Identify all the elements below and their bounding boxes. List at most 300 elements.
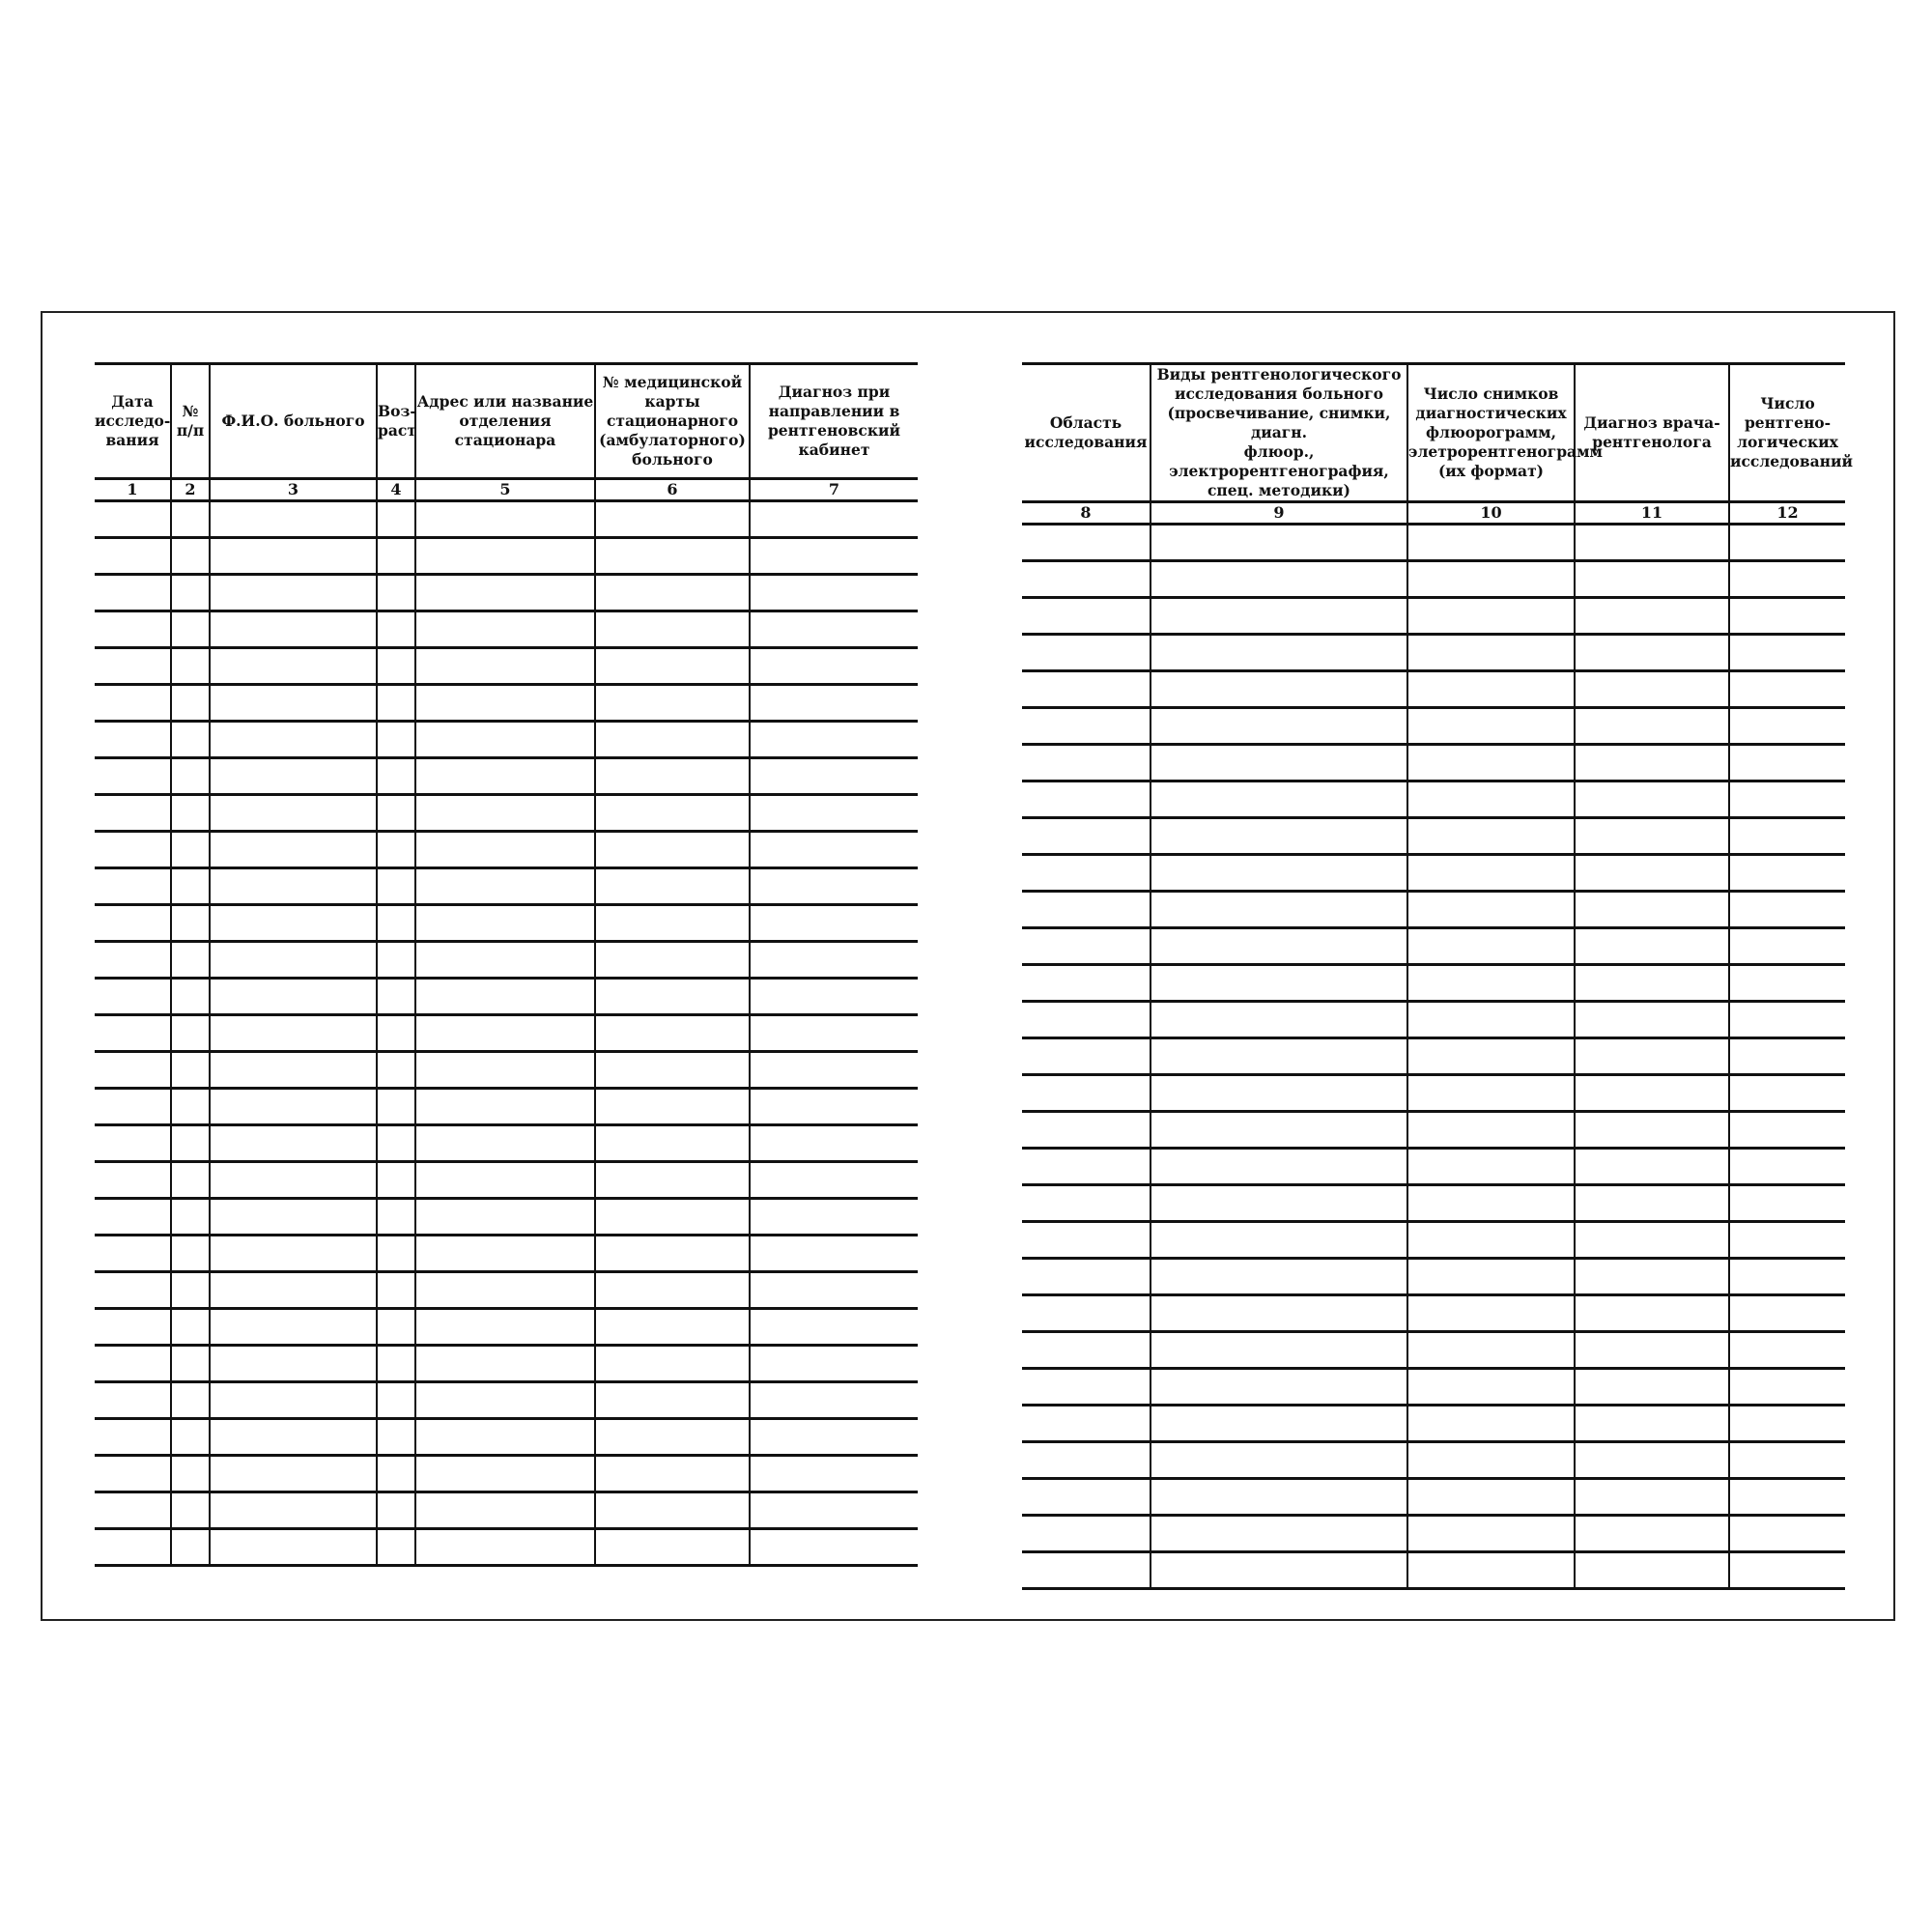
table-cell (595, 1346, 750, 1382)
table-cell (595, 1089, 750, 1125)
table-cell (1151, 635, 1407, 671)
table-cell (95, 1492, 171, 1529)
table-cell (1022, 1295, 1151, 1332)
table-cell (750, 905, 918, 942)
table-cell (415, 758, 595, 795)
table-row (1022, 1406, 1845, 1442)
table-cell (1407, 708, 1575, 745)
table-cell (1022, 781, 1151, 818)
table-cell (95, 1529, 171, 1566)
table-cell (1575, 1442, 1729, 1479)
table-cell (377, 795, 415, 832)
table-cell (595, 832, 750, 868)
table-cell (95, 1419, 171, 1456)
table-cell (171, 1529, 210, 1566)
table-cell (210, 648, 377, 685)
column-number: 2 (171, 479, 210, 501)
table-cell (415, 942, 595, 979)
column-number: 10 (1407, 502, 1575, 525)
table-cell (377, 685, 415, 722)
table-cell (595, 685, 750, 722)
table-cell (95, 1052, 171, 1089)
table-cell (1575, 1406, 1729, 1442)
table-cell (1575, 745, 1729, 781)
table-row (95, 942, 918, 979)
table-cell (1729, 1075, 1845, 1112)
table-cell (210, 1162, 377, 1199)
table-cell (171, 1015, 210, 1052)
table-cell (1407, 1552, 1575, 1589)
header-row (1022, 364, 1845, 502)
table-cell (1575, 928, 1729, 965)
table-cell (415, 1052, 595, 1089)
table-cell (595, 538, 750, 575)
table-row (95, 1272, 918, 1309)
table-cell (750, 1162, 918, 1199)
table-cell (377, 942, 415, 979)
table-cell (171, 611, 210, 648)
table-cell (595, 1162, 750, 1199)
table-cell (171, 1052, 210, 1089)
table-cell (95, 1236, 171, 1272)
table-cell (1729, 1185, 1845, 1222)
table-cell (1151, 708, 1407, 745)
table-row (95, 1346, 918, 1382)
table-cell (595, 575, 750, 611)
table-cell (1575, 1552, 1729, 1589)
table-cell (1407, 1369, 1575, 1406)
table-row (1022, 928, 1845, 965)
table-cell (210, 868, 377, 905)
table-cell (750, 1089, 918, 1125)
table-cell (1407, 1185, 1575, 1222)
table-cell (171, 648, 210, 685)
table-cell (377, 1382, 415, 1419)
column-number: 4 (377, 479, 415, 501)
table-cell (1407, 1222, 1575, 1259)
table-cell (415, 979, 595, 1015)
table-row (95, 648, 918, 685)
table-cell (1407, 1442, 1575, 1479)
table-cell (1022, 1552, 1151, 1589)
table-cell (750, 979, 918, 1015)
table-cell (1407, 1259, 1575, 1295)
table-cell (95, 1015, 171, 1052)
table-row (1022, 1185, 1845, 1222)
table-cell (1729, 928, 1845, 965)
table-cell (415, 538, 595, 575)
table-cell (210, 1419, 377, 1456)
table-cell (1729, 561, 1845, 598)
table-cell (595, 1419, 750, 1456)
table-cell (1575, 635, 1729, 671)
table-cell (377, 1309, 415, 1346)
table-row (95, 685, 918, 722)
table-cell (1407, 1149, 1575, 1185)
table-cell (1022, 1075, 1151, 1112)
table-row (1022, 708, 1845, 745)
table-cell (1575, 1259, 1729, 1295)
table-cell (171, 1162, 210, 1199)
table-cell (171, 1382, 210, 1419)
table-row (1022, 818, 1845, 855)
table-cell (1151, 1222, 1407, 1259)
table-cell (1575, 1038, 1729, 1075)
table-row (95, 1456, 918, 1492)
table-cell (1022, 1479, 1151, 1516)
table-cell (415, 722, 595, 758)
table-cell (1407, 561, 1575, 598)
table-cell (95, 942, 171, 979)
table-cell (750, 1199, 918, 1236)
table-cell (377, 538, 415, 575)
table-cell (210, 1309, 377, 1346)
col-header-patient-name: Ф.И.О. больного (210, 364, 377, 479)
table-row (95, 1382, 918, 1419)
table-cell (1407, 892, 1575, 928)
table-cell (1729, 1332, 1845, 1369)
table-cell (1729, 1516, 1845, 1552)
table-cell (1022, 855, 1151, 892)
table-cell (95, 1199, 171, 1236)
table-cell (210, 575, 377, 611)
table-cell (1151, 1369, 1407, 1406)
table-cell (750, 722, 918, 758)
table-row (1022, 635, 1845, 671)
table-cell (95, 1456, 171, 1492)
table-cell (750, 1309, 918, 1346)
table-cell (415, 1272, 595, 1309)
table-cell (1729, 1552, 1845, 1589)
table-cell (1575, 781, 1729, 818)
table-cell (1407, 1075, 1575, 1112)
table-cell (1575, 708, 1729, 745)
table-cell (1575, 1075, 1729, 1112)
table-cell (210, 905, 377, 942)
table-cell (171, 685, 210, 722)
table-row (95, 575, 918, 611)
table-cell (1729, 635, 1845, 671)
table-cell (415, 648, 595, 685)
table-cell (1407, 781, 1575, 818)
table-cell (595, 868, 750, 905)
table-cell (415, 1199, 595, 1236)
table-cell (377, 868, 415, 905)
table-cell (595, 722, 750, 758)
table-row (1022, 781, 1845, 818)
col-header-image-count: Число снимков диагностических флюорограмм, элетрорентгенограмм (их формат) (1407, 364, 1575, 502)
table-cell (1022, 1516, 1151, 1552)
table-cell (171, 795, 210, 832)
table-cell (750, 1346, 918, 1382)
table-cell (377, 648, 415, 685)
table-cell (1729, 1369, 1845, 1406)
table-cell (1729, 965, 1845, 1002)
table-cell (171, 868, 210, 905)
table-cell (95, 538, 171, 575)
table-cell (1729, 1149, 1845, 1185)
table-row (1022, 525, 1845, 561)
table-cell (1729, 1295, 1845, 1332)
table-cell (1575, 1332, 1729, 1369)
table-cell (1151, 892, 1407, 928)
table-cell (750, 795, 918, 832)
table-cell (1575, 1185, 1729, 1222)
table-cell (415, 868, 595, 905)
table-cell (171, 1419, 210, 1456)
table-cell (171, 575, 210, 611)
table-cell (171, 758, 210, 795)
table-cell (1575, 1479, 1729, 1516)
table-cell (210, 979, 377, 1015)
table-row (1022, 892, 1845, 928)
table-cell (95, 1125, 171, 1162)
table-cell (750, 648, 918, 685)
table-row (1022, 855, 1845, 892)
table-cell (1022, 598, 1151, 635)
table-cell (377, 722, 415, 758)
table-row (1022, 1295, 1845, 1332)
table-cell (171, 905, 210, 942)
table-cell (750, 942, 918, 979)
table-cell (95, 758, 171, 795)
table-cell (750, 1125, 918, 1162)
table-cell (377, 575, 415, 611)
table-cell (1729, 671, 1845, 708)
table-cell (1575, 818, 1729, 855)
table-cell (210, 1346, 377, 1382)
table-cell (1151, 1149, 1407, 1185)
col-header-address-or-ward: Адрес или название отделения стационара (415, 364, 595, 479)
table-cell (210, 1529, 377, 1566)
table-cell (750, 1529, 918, 1566)
table-cell (210, 685, 377, 722)
table-cell (377, 905, 415, 942)
table-cell (595, 905, 750, 942)
col-header-study-date: Дата исследо- вания (95, 364, 171, 479)
table-cell (1022, 1332, 1151, 1369)
table-cell (1407, 1406, 1575, 1442)
table-cell (1407, 1038, 1575, 1075)
table-cell (750, 611, 918, 648)
table-cell (750, 1456, 918, 1492)
col-header-age: Воз- раст (377, 364, 415, 479)
table-cell (377, 1529, 415, 1566)
column-number: 7 (750, 479, 918, 501)
table-cell (1407, 635, 1575, 671)
table-cell (1729, 892, 1845, 928)
table-cell (171, 1309, 210, 1346)
table-cell (595, 979, 750, 1015)
table-row (95, 501, 918, 538)
table-cell (1151, 1552, 1407, 1589)
table-cell (1575, 892, 1729, 928)
table-cell (595, 501, 750, 538)
table-cell (1729, 1002, 1845, 1038)
table-cell (210, 795, 377, 832)
table-cell (595, 1456, 750, 1492)
table-cell (1575, 855, 1729, 892)
table-cell (210, 538, 377, 575)
table-cell (595, 1199, 750, 1236)
table-cell (1022, 965, 1151, 1002)
table-row (95, 1015, 918, 1052)
table-row (1022, 1038, 1845, 1075)
table-cell (415, 832, 595, 868)
table-cell (1575, 1149, 1729, 1185)
table-cell (377, 1052, 415, 1089)
column-number: 9 (1151, 502, 1407, 525)
table-cell (1151, 855, 1407, 892)
table-cell (377, 832, 415, 868)
table-cell (1151, 1332, 1407, 1369)
table-cell (1407, 525, 1575, 561)
table-row (95, 868, 918, 905)
table-cell (1022, 818, 1151, 855)
table-row (1022, 1442, 1845, 1479)
table-cell (377, 979, 415, 1015)
table-cell (171, 1199, 210, 1236)
table-cell (415, 795, 595, 832)
table-cell (1575, 1002, 1729, 1038)
table-cell (1022, 1185, 1151, 1222)
table-cell (595, 1052, 750, 1089)
table-cell (415, 575, 595, 611)
col-header-study-area: Область исследования (1022, 364, 1151, 502)
table-cell (415, 1456, 595, 1492)
table-cell (750, 758, 918, 795)
table-cell (1407, 1332, 1575, 1369)
table-cell (171, 1492, 210, 1529)
table-cell (171, 1272, 210, 1309)
left-ledger-table (95, 362, 918, 1567)
table-cell (377, 611, 415, 648)
table-cell (171, 722, 210, 758)
table-cell (1729, 1259, 1845, 1295)
table-cell (1407, 598, 1575, 635)
table-cell (210, 1015, 377, 1052)
table-cell (1022, 671, 1151, 708)
table-cell (95, 979, 171, 1015)
table-cell (1575, 1516, 1729, 1552)
table-cell (95, 611, 171, 648)
table-cell (1022, 1222, 1151, 1259)
table-cell (210, 1272, 377, 1309)
table-cell (1729, 818, 1845, 855)
table-cell (210, 1382, 377, 1419)
table-cell (415, 1492, 595, 1529)
column-number: 5 (415, 479, 595, 501)
table-cell (1575, 671, 1729, 708)
table-row (1022, 671, 1845, 708)
table-cell (1151, 525, 1407, 561)
table-cell (210, 722, 377, 758)
table-cell (750, 832, 918, 868)
table-cell (1729, 525, 1845, 561)
table-cell (210, 758, 377, 795)
column-number-row (1022, 502, 1845, 525)
table-cell (210, 1456, 377, 1492)
table-cell (415, 1382, 595, 1419)
table-cell (1729, 708, 1845, 745)
table-cell (95, 501, 171, 538)
table-cell (1151, 598, 1407, 635)
table-row (95, 905, 918, 942)
table-cell (377, 1015, 415, 1052)
table-cell (1022, 1112, 1151, 1149)
table-cell (210, 1199, 377, 1236)
table-cell (210, 1125, 377, 1162)
table-cell (1151, 1002, 1407, 1038)
table-cell (415, 1309, 595, 1346)
table-cell (1022, 1406, 1151, 1442)
table-cell (595, 648, 750, 685)
table-cell (1022, 1002, 1151, 1038)
table-cell (1151, 1185, 1407, 1222)
table-cell (377, 758, 415, 795)
table-cell (415, 1162, 595, 1199)
table-cell (1575, 561, 1729, 598)
table-row (95, 795, 918, 832)
table-cell (210, 1236, 377, 1272)
table-cell (377, 501, 415, 538)
table-cell (95, 1162, 171, 1199)
table-cell (95, 575, 171, 611)
table-cell (1407, 671, 1575, 708)
table-cell (377, 1089, 415, 1125)
table-cell (415, 905, 595, 942)
table-cell (95, 1382, 171, 1419)
table-cell (1729, 745, 1845, 781)
table-cell (750, 538, 918, 575)
table-row (1022, 598, 1845, 635)
table-cell (210, 1492, 377, 1529)
table-cell (1022, 1259, 1151, 1295)
table-cell (750, 501, 918, 538)
table-cell (1407, 1002, 1575, 1038)
table-cell (1022, 1442, 1151, 1479)
table-row (95, 538, 918, 575)
table-cell (415, 685, 595, 722)
table-row (1022, 1149, 1845, 1185)
col-header-radiologist-diagnosis: Диагноз врача- рентгенолога (1575, 364, 1729, 502)
table-cell (750, 1015, 918, 1052)
table-cell (595, 1382, 750, 1419)
table-cell (1575, 525, 1729, 561)
table-cell (1022, 525, 1151, 561)
table-cell (210, 832, 377, 868)
table-cell (750, 685, 918, 722)
table-cell (171, 1236, 210, 1272)
table-cell (1151, 1038, 1407, 1075)
table-row (95, 611, 918, 648)
table-cell (1151, 1406, 1407, 1442)
table-cell (377, 1456, 415, 1492)
table-cell (750, 1382, 918, 1419)
table-row (95, 1052, 918, 1089)
table-row (95, 1529, 918, 1566)
table-cell (1407, 855, 1575, 892)
table-cell (750, 575, 918, 611)
table-cell (171, 1346, 210, 1382)
table-row (1022, 1259, 1845, 1295)
table-cell (1575, 1295, 1729, 1332)
table-cell (95, 1272, 171, 1309)
table-cell (595, 1309, 750, 1346)
table-row (95, 1089, 918, 1125)
table-cell (1151, 671, 1407, 708)
table-cell (95, 685, 171, 722)
